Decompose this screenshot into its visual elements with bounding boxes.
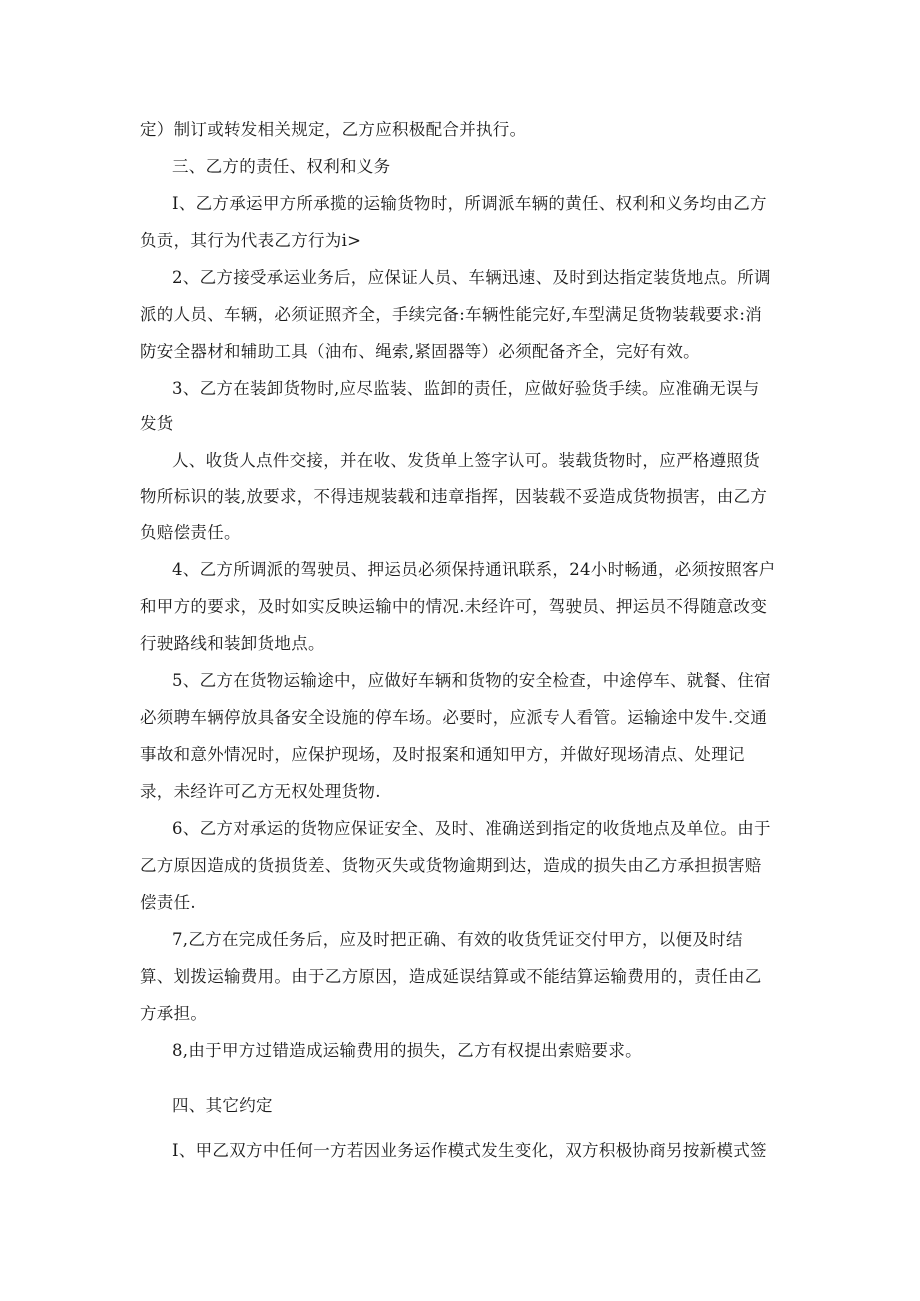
- text-line: 派的人员、车辆，必须证照齐全，手续完备:车辆性能完好,车型满足货物装载要求:消: [140, 305, 763, 324]
- text-line: 防安全器材和辅助工具（油布、绳索,紧固器等）必须配备齐全，完好有效。: [140, 342, 700, 361]
- text-line: 定）制订或转发相关规定，乙方应积极配合并执行。: [140, 120, 527, 139]
- section-heading: 三、乙方的责任、权利和义务: [172, 157, 391, 176]
- text-line: 4、乙方所调派的驾驶员、押运员必须保持通讯联系，24小时畅通，必须按照客户: [172, 560, 776, 579]
- text-line: 发货: [140, 414, 174, 433]
- text-line: 8,由于甲方过错造成运输费用的损失，乙方有权提出索赔要求。: [172, 1041, 642, 1060]
- text-line: 5、乙方在货物运输途中，应做好车辆和货物的安全检查，中途停车、就餐、住宿: [172, 671, 771, 690]
- text-line: 必须聘车辆停放具备安全设施的停车场。必要时，应派专人看管。运输途中发牛.交通: [140, 708, 768, 727]
- text-line: 负贡，其行为代表乙方行为i>: [140, 231, 362, 250]
- text-line: 3、乙方在装卸货物时,应尽监装、监卸的责任，应做好验货手续。应准确无误与: [172, 379, 760, 398]
- text-line: 事故和意外情况时，应保护现场，及时报案和通知甲方，并做好现场清点、处理记: [140, 745, 745, 764]
- text-line: 行驶路线和装卸货地点。: [140, 634, 325, 653]
- text-line: I、甲乙双方中任何一方若因业务运作模式发生变化，双方积极协商另按新模式签: [172, 1141, 767, 1160]
- section-heading: 四、其它约定: [172, 1096, 273, 1115]
- text-line: 物所标识的装,放要求，不得违规装载和违章指挥，因装载不妥造成货物损害，由乙方: [140, 487, 768, 506]
- text-line: 7,乙方在完成任务后，应及时把正确、有效的收货凭证交付甲方，以便及时结: [172, 930, 743, 949]
- text-line: 乙方原因造成的货损货差、货物灭失或货物逾期到达，造成的损失由乙方承担损害赔: [140, 856, 762, 875]
- text-line: 偿责任.: [140, 893, 196, 912]
- text-line: 方承担。: [140, 1004, 208, 1023]
- text-line: 6、乙方对承运的货物应保证安全、及时、准确送到指定的收货地点及单位。由于: [172, 819, 771, 838]
- text-line: 和甲方的要求，及时如实反映运输中的情况.未经许可，驾驶员、押运员不得随意改变: [140, 597, 768, 616]
- text-line: 负赔偿责任。: [140, 523, 241, 542]
- text-line: 算、划拨运输费用。由于乙方原因，造成延误结算或不能结算运输费用的，责任由乙: [140, 967, 762, 986]
- text-line: I、乙方承运甲方所承揽的运输货物时，所调派车辆的黄任、权利和义务均由乙方: [172, 194, 767, 213]
- text-line: 人、收货人点件交接，并在收、发货单上签字认可。装载货物时，应严格遵照货: [172, 451, 760, 470]
- text-line: 录，未经许可乙方无权处理货物.: [140, 782, 381, 801]
- text-line: 2、乙方接受承运业务后，应保证人员、车辆迅速、及时到达指定装货地点。所调: [172, 268, 771, 287]
